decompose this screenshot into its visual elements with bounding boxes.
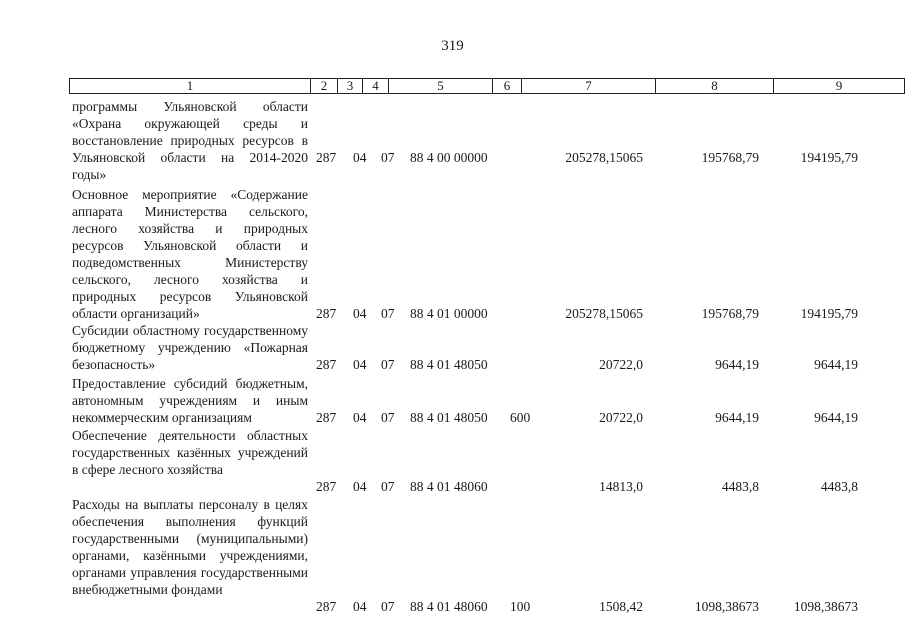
header-col-2: 2: [310, 79, 337, 93]
cell-subsection: 07: [381, 479, 395, 494]
cell-admin-code: 287: [316, 410, 337, 425]
cell-subsection: 07: [381, 357, 395, 372]
header-col-1: 1: [186, 78, 194, 93]
cell-subsection: 07: [381, 306, 395, 321]
cell-amount-2: 9644,19: [715, 410, 759, 425]
header-col-4: 4: [362, 79, 388, 93]
cell-section: 04: [353, 357, 367, 372]
cell-amount-3: 194195,79: [800, 306, 858, 321]
table-header-row: [69, 78, 905, 94]
header-col-9: 9: [773, 79, 904, 93]
cell-admin-code: 287: [316, 306, 337, 321]
cell-section: 04: [353, 479, 367, 494]
header-col-5: 5: [388, 79, 492, 93]
cell-amount-1: 20722,0: [599, 410, 643, 425]
cell-section: 04: [353, 150, 367, 165]
row-description: Основное мероприятие «Содержание аппарата Министерства сельского, лесного хозяйства и природных ресурсов Ульяновской области и подведомственных Министерству сельского, лесного хозяйства и природных ресурсов Ульяновской области организаций»: [72, 187, 308, 321]
cell-amount-2: 9644,19: [715, 357, 759, 372]
row-description: Предоставление субсидий бюджетным, автономным учреждениям и иным некоммерческим организациям: [72, 376, 308, 425]
cell-admin-code: 287: [316, 599, 337, 614]
cell-amount-1: 20722,0: [599, 357, 643, 372]
row-description: программы Ульяновской области «Охрана окружающей среды и восстановление природных ресурсов в Ульяновской области на 2014-2020 годы»: [72, 99, 308, 182]
header-col-3: 3: [337, 79, 362, 93]
cell-target-article: 88 4 01 48060: [410, 599, 488, 614]
cell-target-article: 88 4 01 48050: [410, 410, 488, 425]
header-col-6: 6: [492, 79, 521, 93]
cell-section: 04: [353, 599, 367, 614]
cell-admin-code: 287: [316, 357, 337, 372]
cell-section: 04: [353, 306, 367, 321]
cell-target-article: 88 4 01 00000: [410, 306, 488, 321]
cell-section: 04: [353, 410, 367, 425]
header-col-8: 8: [655, 79, 773, 93]
row-description: Обеспечение деятельности областных государственных казённых учреждений в сфере лесного хозяйства: [72, 428, 308, 477]
cell-amount-3: 9644,19: [814, 410, 858, 425]
cell-amount-2: 195768,79: [701, 150, 759, 165]
cell-amount-3: 4483,8: [820, 479, 858, 494]
cell-expense-type: 100: [510, 599, 531, 614]
cell-target-article: 88 4 00 00000: [410, 150, 488, 165]
cell-amount-1: 205278,15065: [565, 150, 643, 165]
cell-amount-2: 4483,8: [721, 479, 759, 494]
cell-admin-code: 287: [316, 479, 337, 494]
cell-amount-3: 1098,38673: [793, 599, 858, 614]
cell-expense-type: 600: [510, 410, 531, 425]
cell-subsection: 07: [381, 150, 395, 165]
cell-admin-code: 287: [316, 150, 337, 165]
cell-amount-3: 9644,19: [814, 357, 858, 372]
cell-subsection: 07: [381, 599, 395, 614]
cell-target-article: 88 4 01 48050: [410, 357, 488, 372]
row-description: Расходы на выплаты персоналу в целях обеспечения выполнения функций государственными (муниципальными) органами, казёнными учреждениями, органами управления государственными внебюджетными фондами: [72, 497, 308, 597]
row-description: Субсидии областному государственному бюджетному учреждению «Пожарная безопасность»: [72, 323, 308, 372]
cell-amount-3: 194195,79: [800, 150, 858, 165]
header-col-7: 7: [521, 79, 655, 93]
cell-subsection: 07: [381, 410, 395, 425]
cell-amount-1: 205278,15065: [565, 306, 643, 321]
cell-amount-2: 1098,38673: [694, 599, 759, 614]
cell-amount-1: 1508,42: [599, 599, 643, 614]
cell-amount-1: 14813,0: [599, 479, 643, 494]
cell-amount-2: 195768,79: [701, 306, 759, 321]
cell-target-article: 88 4 01 48060: [410, 479, 488, 494]
page-number: 319: [441, 38, 464, 54]
